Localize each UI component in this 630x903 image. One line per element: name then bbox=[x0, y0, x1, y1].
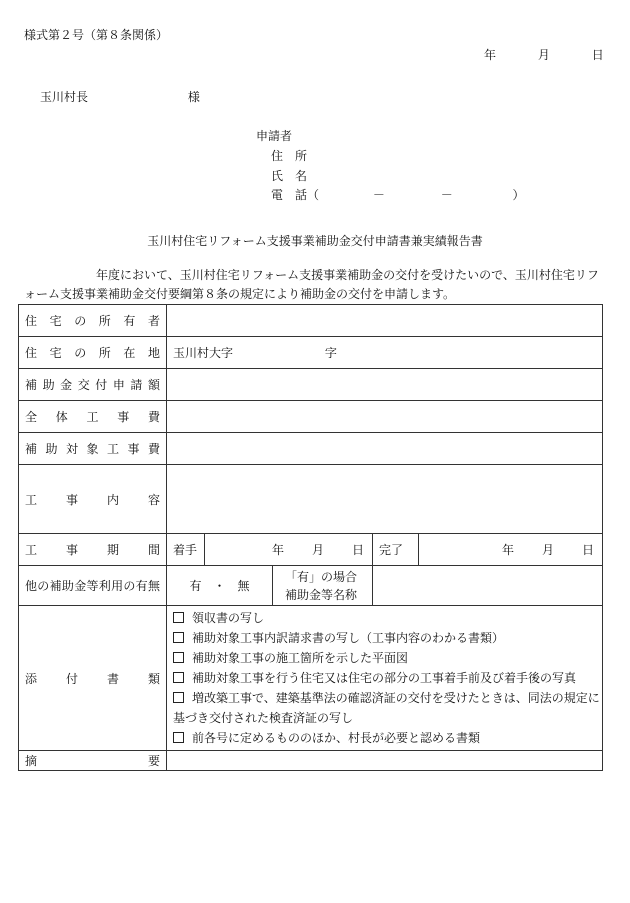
location-prefix: 玉川村大字 bbox=[173, 346, 234, 360]
row-remarks bbox=[19, 751, 603, 771]
applicant-phone bbox=[271, 186, 525, 203]
if-yes-label bbox=[273, 566, 373, 606]
start-label: 着手 bbox=[167, 534, 205, 566]
yes-no-choice[interactable]: 有 ・ 無 bbox=[167, 566, 273, 606]
phone-dash-2: － bbox=[440, 188, 453, 202]
amount-field[interactable] bbox=[167, 369, 603, 401]
end-date-field[interactable] bbox=[419, 534, 603, 566]
row-attachments bbox=[19, 606, 603, 751]
remarks-field[interactable] bbox=[167, 751, 603, 771]
checkbox[interactable] bbox=[173, 632, 184, 643]
row-amount bbox=[19, 369, 603, 401]
checkbox[interactable] bbox=[173, 612, 184, 623]
attachment-item[interactable]: 補助対象工事を行う住宅又は住宅の部分の工事着手前及び着手後の写真 bbox=[173, 668, 596, 688]
end-label: 完了 bbox=[373, 534, 419, 566]
if-yes-line-1: 「有」の場合 bbox=[285, 569, 358, 584]
owner-label: 住宅の所有者 bbox=[19, 305, 167, 337]
applicant-heading: 申請者 bbox=[256, 129, 293, 143]
date-month: 月 bbox=[537, 48, 550, 62]
remarks-label: 摘要 bbox=[19, 751, 167, 771]
attachment-item[interactable]: 補助対象工事の施工箇所を示した平面図 bbox=[173, 648, 596, 668]
location-label: 住宅の所在地 bbox=[19, 337, 167, 369]
form-number: 様式第２号（第８条関係） bbox=[24, 28, 169, 42]
amount-label: 補助金交付申請額 bbox=[19, 369, 167, 401]
content-label: 工事内容 bbox=[19, 465, 167, 534]
attachments-label: 添付書類 bbox=[19, 606, 167, 751]
total-cost-label: 全体工事費 bbox=[19, 401, 167, 433]
row-total-cost bbox=[19, 401, 603, 433]
end-month: 月 bbox=[542, 543, 555, 557]
addressee-name: 玉川村長 bbox=[40, 90, 89, 104]
end-year: 年 bbox=[501, 543, 514, 557]
location-aza: 字 bbox=[324, 346, 337, 360]
total-cost-field[interactable] bbox=[167, 401, 603, 433]
other-subsidy-label: 他の補助金等利用の有無 bbox=[19, 566, 167, 606]
phone-dash-1: － bbox=[372, 188, 385, 202]
attachment-item[interactable]: 前各号に定めるもののほか、村長が必要と認める書類 bbox=[173, 728, 596, 748]
checkbox[interactable] bbox=[173, 732, 184, 743]
content-field[interactable] bbox=[167, 465, 603, 534]
addressee bbox=[40, 88, 200, 105]
row-owner bbox=[19, 305, 603, 337]
row-other-subsidy bbox=[19, 566, 603, 606]
application-table bbox=[18, 304, 603, 771]
document-title: 玉川村住宅リフォーム支援事業補助金交付申請書兼実績報告書 bbox=[147, 234, 483, 248]
start-date-field[interactable] bbox=[205, 534, 373, 566]
eligible-cost-field[interactable] bbox=[167, 433, 603, 465]
addressee-suffix: 様 bbox=[187, 90, 200, 104]
period-label: 工事期間 bbox=[19, 534, 167, 566]
start-month: 月 bbox=[311, 543, 324, 557]
application-statement: 年度において、玉川村住宅リフォーム支援事業補助金の交付を受けたいので、玉川村住宅リフォーム支援事業補助金交付要綱第８条の規定により補助金の交付を申請します。 bbox=[24, 268, 599, 301]
location-field[interactable] bbox=[167, 337, 603, 369]
checkbox[interactable] bbox=[173, 692, 184, 703]
applicant-name-label: 氏 名 bbox=[271, 169, 308, 183]
phone-label: 電 話（ bbox=[271, 188, 320, 202]
start-day: 日 bbox=[351, 543, 364, 557]
attachment-item[interactable]: 補助対象工事内訳請求書の写し（工事内容のわかる書類） bbox=[173, 628, 596, 648]
date-day: 日 bbox=[591, 48, 604, 62]
subsidy-name-field[interactable] bbox=[373, 566, 603, 606]
attachments-list bbox=[167, 606, 603, 751]
date-year: 年 bbox=[484, 48, 497, 62]
end-day: 日 bbox=[582, 543, 595, 557]
row-period bbox=[19, 534, 603, 566]
checkbox[interactable] bbox=[173, 652, 184, 663]
owner-field[interactable] bbox=[167, 305, 603, 337]
applicant-address-label: 住 所 bbox=[271, 149, 308, 163]
date-line bbox=[484, 46, 604, 63]
row-location bbox=[19, 337, 603, 369]
checkbox[interactable] bbox=[173, 672, 184, 683]
row-eligible-cost bbox=[19, 433, 603, 465]
attachment-item[interactable]: 領収書の写し bbox=[173, 608, 596, 628]
if-yes-line-2: 補助金等名称 bbox=[285, 587, 358, 602]
attachment-item-continuation: 基づき交付された検査済証の写し bbox=[173, 711, 354, 725]
row-content bbox=[19, 465, 603, 534]
attachment-item[interactable]: 増改築工事で、建築基準法の確認済証の交付を受けたときは、同法の規定に bbox=[173, 688, 596, 708]
start-year: 年 bbox=[271, 543, 284, 557]
phone-close: ） bbox=[512, 188, 525, 202]
eligible-cost-label: 補助対象工事費 bbox=[19, 433, 167, 465]
